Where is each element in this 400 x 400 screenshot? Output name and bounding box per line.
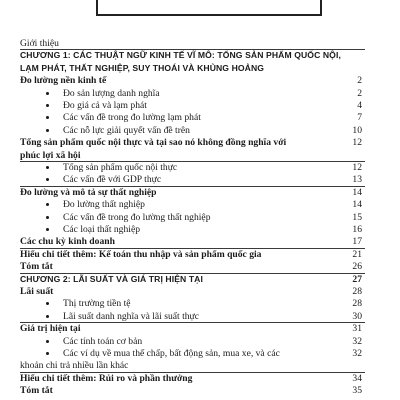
heading-box — [96, 0, 322, 16]
bullet-icon — [46, 315, 49, 318]
toc-entry-text: Lãi suất — [20, 286, 54, 297]
toc-page-number: 21 — [352, 248, 362, 260]
bullet-icon — [46, 166, 49, 169]
toc-page-number: 12 — [352, 137, 362, 149]
toc-entry-text: Đo sản lượng danh nghĩa — [63, 87, 160, 99]
toc-page-number: 13 — [352, 174, 362, 186]
bullet-icon — [46, 352, 49, 355]
toc-page-number: 12 — [352, 162, 362, 173]
toc-entry-text: Tổng sản phẩm quốc nội thực — [63, 162, 178, 173]
toc-entry-text: Các tính toán cơ bản — [63, 335, 143, 347]
toc-page-number: 27 — [352, 273, 362, 285]
toc-page-number: 10 — [352, 124, 362, 136]
toc-page-number: 14 — [352, 186, 362, 198]
toc-entry-text: Các vấn đề trong đo lường lạm phát — [63, 112, 201, 124]
toc-entry-text: LẠM PHÁT, THẤT NGHIỆP, SUY THOÁI VÀ KHỦNG HOẢNG — [20, 62, 265, 73]
bullet-icon — [46, 116, 49, 119]
toc-entry-text: Các vấn đề với GDP thực — [63, 174, 162, 186]
toc-entry-text: Các nỗ lực giải quyết vấn đề trên — [63, 124, 190, 136]
bullet-icon — [46, 340, 49, 343]
toc-page-number: 30 — [352, 310, 362, 322]
toc-page-number: 31 — [352, 323, 362, 335]
toc-entry-text: CHƯƠNG 1: CÁC THUẬT NGỮ KINH TẾ VĨ MÔ: TỔNG SẢN PHẨM QUỐC NỘI, — [20, 50, 341, 61]
toc-entry-text: Tổng sản phẩm quốc nội thực và tại sao nó không đồng nghĩa với — [20, 137, 287, 149]
toc-entry-text: Đo lường và mô tả sự thất nghiệp — [20, 186, 157, 198]
toc-entry-text: Các chu kỳ kinh doanh — [20, 236, 115, 248]
toc-page-number: 7 — [357, 112, 362, 124]
toc-page-number: 32 — [352, 348, 362, 359]
toc-entry-text: Lãi suất danh nghĩa và lãi suất thực — [63, 310, 200, 322]
toc-entry-text: Thị trường tiền tệ — [63, 298, 131, 310]
toc-page-number: 17 — [352, 236, 362, 248]
toc-page-number: 15 — [352, 211, 362, 223]
toc-entry-text: Giá trị hiện tại — [20, 323, 81, 335]
bullet-icon — [46, 302, 49, 305]
bullet-icon — [46, 129, 49, 132]
bullet-icon — [46, 228, 49, 231]
toc-entry-text: Tóm tắt — [20, 261, 53, 273]
toc-page-number: 34 — [352, 372, 362, 384]
toc-entry-text: Các ví dụ về mua thế chấp, bất động sản, mua xe, và các — [63, 348, 280, 359]
toc-entry-text: Đo lường thất nghiệp — [63, 199, 145, 211]
toc-entry-text: Hiểu chi tiết thêm: Rủi ro và phần thưởng — [20, 372, 193, 384]
toc-entry-text: Đo giá cả và lạm phát — [63, 100, 147, 111]
toc-page-number: 28 — [352, 298, 362, 310]
toc-entry-text: Tóm tắt — [20, 385, 53, 397]
toc-page-number: 2 — [357, 75, 362, 87]
toc-entry-text: Các loại thất nghiệp — [63, 224, 140, 235]
toc-page-number: 32 — [352, 335, 362, 347]
toc-entry-text: CHƯƠNG 2: LÃI SUẤT VÀ GIÁ TRỊ HIỆN TẠI — [20, 273, 203, 284]
toc-page-number: 14 — [352, 199, 362, 211]
bullet-icon — [46, 92, 49, 95]
bullet-icon — [46, 203, 49, 206]
toc-entry-text: Hiểu chi tiết thêm: Kế toán thu nhập và sản phẩm quốc gia — [20, 248, 262, 260]
toc-page-number: 16 — [352, 224, 362, 235]
bullet-icon — [46, 216, 49, 219]
toc-entry-text: phúc lợi xã hội — [20, 149, 81, 161]
toc-entry-text: Các vấn đề trong đo lường thất nghiệp — [63, 211, 211, 223]
toc-page-number: 28 — [352, 286, 362, 297]
bullet-icon — [46, 104, 49, 107]
toc-page-number: 4 — [357, 100, 362, 111]
toc-entry-text: khoản chi trả nhiều lần khác — [20, 360, 129, 372]
bullet-icon — [46, 178, 49, 181]
toc-page-number: 35 — [352, 385, 362, 397]
toc-page-number: 26 — [352, 261, 362, 273]
toc-page-number: 2 — [357, 87, 362, 99]
toc-entry-text: Giới thiệu — [20, 38, 59, 49]
toc-entry-text: Đo lường nền kinh tế — [20, 75, 107, 87]
